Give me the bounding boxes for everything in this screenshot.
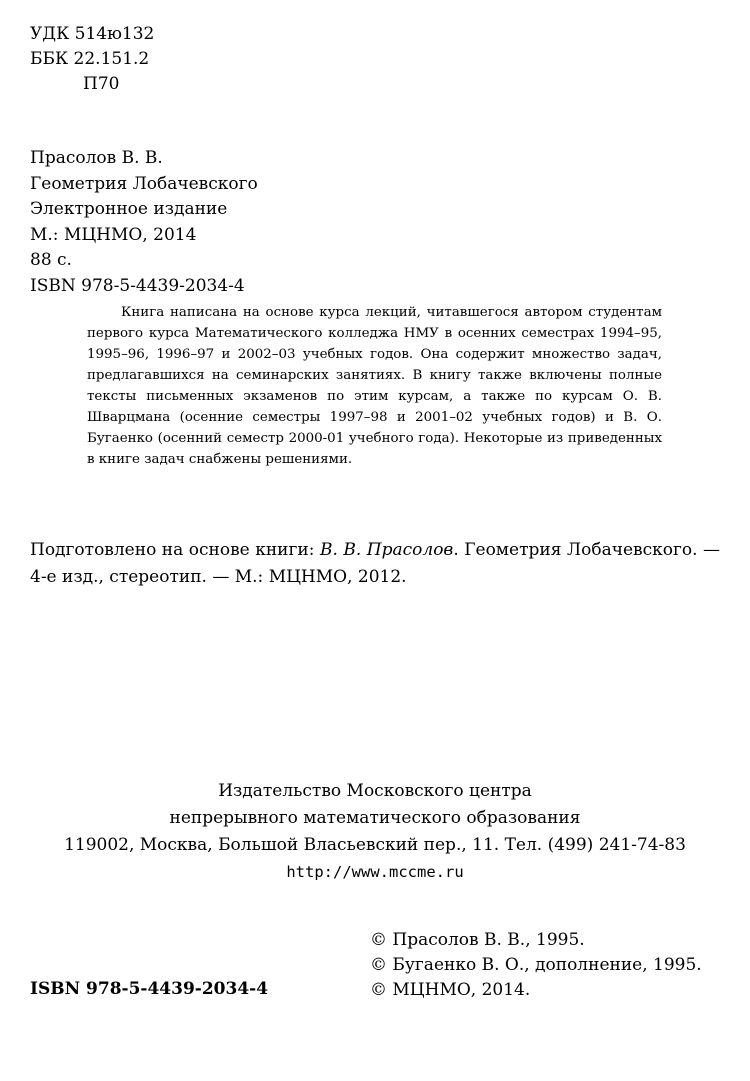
imprint: М.: МЦНМО, 2014 bbox=[30, 224, 197, 245]
abstract-paragraph: Книга написана на основе курса лекций, читавшегося автором студентам первого курса Математического колледжа НМУ в осенних семестрах 1994–95, 1995–96, 1996–97 и 2002–03 учебных годов. Она содержит множество задач, предлагавшихся на семинарских занятиях. В книгу также включены полные тексты письменных экзаменов по этим курсам, а также по курсам О. В. Шварцмана (осенние семестры 1997–98 и 2001–02 учебных годов) и В. О. Бугаенко (осенний семестр 2000-01 учебного года). Некоторые из приведенных в книге задач снабжены решениями. bbox=[87, 305, 662, 467]
copyright-line: © Прасолов В. В., 1995. bbox=[370, 930, 585, 950]
book-title: Геометрия Лобачевского bbox=[30, 173, 258, 194]
isbn-bottom: ISBN 978-5-4439-2034-4 bbox=[30, 979, 269, 999]
publisher-name-line2: непрерывного математического образования bbox=[169, 808, 581, 828]
publisher-block bbox=[0, 778, 750, 886]
edition-type: Электронное издание bbox=[30, 199, 228, 219]
publisher-address: 119002, Москва, Большой Власьевский пер., 11. Тел. (499) 241-74-83 bbox=[64, 835, 686, 855]
author-code: П70 bbox=[83, 74, 120, 94]
udk-code: УДК 514ю132 bbox=[30, 24, 155, 44]
bbk-code: ББК 22.151.2 bbox=[30, 49, 150, 69]
copyright-block bbox=[370, 928, 702, 1003]
source-note-author: В. В. Прасолов bbox=[319, 540, 454, 560]
classification-block bbox=[30, 22, 154, 97]
source-note-suffix: . Геометрия Лобачевского. — 4-е изд., стереотип. — М.: МЦНМО, 2012. bbox=[30, 540, 721, 587]
book-author: Прасолов В. В. bbox=[30, 148, 163, 168]
publisher-name-line1: Издательство Московского центра bbox=[218, 781, 532, 801]
copyright-line: © МЦНМО, 2014. bbox=[370, 980, 531, 1000]
bibliographic-record bbox=[30, 146, 258, 299]
copyright-line: © Бугаенко В. О., дополнение, 1995. bbox=[370, 955, 702, 975]
isbn: ISBN 978-5-4439-2034-4 bbox=[30, 275, 245, 296]
publisher-url[interactable]: http://www.mccme.ru bbox=[286, 863, 464, 881]
source-note bbox=[30, 537, 720, 591]
source-note-prefix: Подготовлено на основе книги: bbox=[30, 540, 320, 560]
page-count: 88 с. bbox=[30, 250, 72, 270]
